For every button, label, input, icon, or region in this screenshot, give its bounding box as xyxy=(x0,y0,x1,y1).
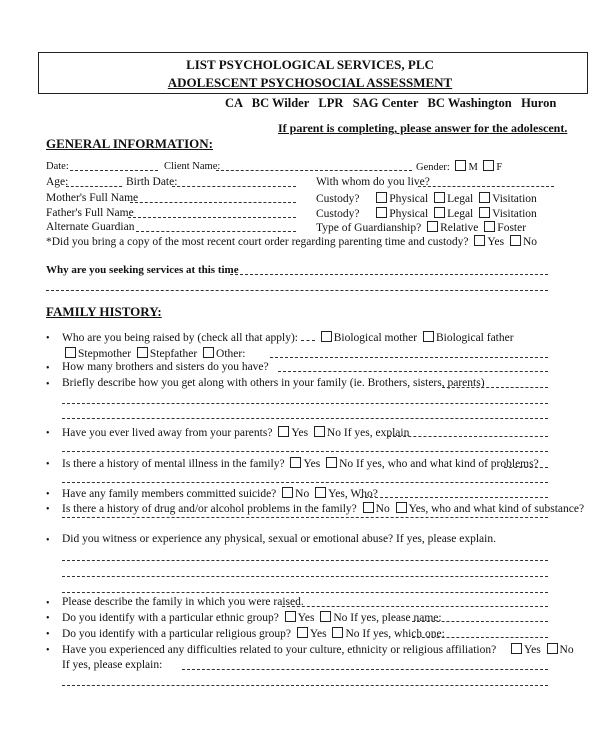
bullet: • xyxy=(46,379,50,390)
mental-field[interactable] xyxy=(504,467,548,468)
culture-no-checkbox[interactable] xyxy=(547,643,558,654)
bullet: • xyxy=(46,489,50,500)
locations: CA BC Wilder LPR SAG Center BC Washington Huron xyxy=(225,96,557,110)
drug-question: Is there a history of drug and/or alcohol problems in the family? No Yes, who and what kind of substance? xyxy=(62,503,585,515)
gender-f-checkbox[interactable] xyxy=(483,160,494,171)
describe-family-field[interactable] xyxy=(282,606,548,607)
gender-m-checkbox[interactable] xyxy=(455,160,466,171)
bullet: • xyxy=(46,613,50,624)
form-title: ADOLESCENT PSYCHOSOCIAL ASSESSMENT xyxy=(167,75,453,90)
with-whom-field[interactable] xyxy=(418,186,554,187)
mental-field-2[interactable] xyxy=(62,482,548,483)
org-name: LIST PSYCHOLOGICAL SERVICES, PLC xyxy=(186,57,434,72)
other-field[interactable] xyxy=(270,357,548,358)
religious-no-checkbox[interactable] xyxy=(332,627,343,638)
lived-away-no-checkbox[interactable] xyxy=(314,426,325,437)
suicide-field[interactable] xyxy=(360,497,548,498)
bullet: • xyxy=(46,459,50,470)
lived-away-field[interactable] xyxy=(388,436,548,437)
date-label: Date: xyxy=(46,161,69,172)
father-name-field[interactable] xyxy=(128,217,296,218)
ethnic-yes-checkbox[interactable] xyxy=(285,611,296,622)
abuse-field-3[interactable] xyxy=(62,592,548,593)
date-field[interactable] xyxy=(70,170,158,171)
bullet: • xyxy=(46,535,50,546)
lived-away-yes-checkbox[interactable] xyxy=(278,426,289,437)
with-whom-label: With whom do you live? xyxy=(316,176,430,188)
birth-date-label: Birth Date: xyxy=(126,176,178,188)
ethnic-no-checkbox[interactable] xyxy=(320,611,331,622)
culture-question: Have you experienced any difficulties related to your culture, ethnicity or religious affiliation? Yes No xyxy=(62,644,574,656)
bullet: • xyxy=(46,363,50,374)
religious-field[interactable] xyxy=(412,637,548,638)
mother-name-label: Mother's Full Name xyxy=(46,192,139,204)
client-name-field[interactable] xyxy=(216,170,412,171)
family-heading: FAMILY HISTORY: xyxy=(46,304,162,319)
court-order-yes-checkbox[interactable] xyxy=(474,235,485,246)
father-name-label: Father's Full Name xyxy=(46,207,134,219)
lived-away-question: Have you ever lived away from your parents? Yes No If yes, explain xyxy=(62,427,410,439)
client-name-label: Client Name: xyxy=(164,161,221,172)
bullet: • xyxy=(46,598,50,609)
stepfather-checkbox[interactable] xyxy=(137,347,148,358)
general-heading: GENERAL INFORMATION: xyxy=(46,136,213,151)
mental-illness-question: Is there a history of mental illness in the family? Yes No If yes, who and what kind of problems? xyxy=(62,458,539,470)
ethnic-question: Do you identify with a particular ethnic group? Yes No If yes, please name: xyxy=(62,612,442,624)
mother-visitation-checkbox[interactable] xyxy=(479,192,490,203)
bio-father-checkbox[interactable] xyxy=(423,331,434,342)
why-seeking-field-2[interactable] xyxy=(46,290,548,291)
abuse-question: Did you witness or experience any physical, sexual or emotional abuse? If yes, please explain. xyxy=(62,533,496,545)
mental-yes-checkbox[interactable] xyxy=(290,457,301,468)
culture-field-2[interactable] xyxy=(62,685,548,686)
siblings-question: How many brothers and sisters do you have? xyxy=(62,361,269,373)
mother-name-field[interactable] xyxy=(130,202,296,203)
drug-no-checkbox[interactable] xyxy=(363,502,374,513)
siblings-field[interactable] xyxy=(278,371,548,372)
raised-by-options: Stepmother Stepfather Other: xyxy=(62,347,245,361)
culture-yes-checkbox[interactable] xyxy=(511,643,522,654)
court-order-question: *Did you bring a copy of the most recent court order regarding parenting time and custody? Yes No xyxy=(46,236,538,248)
court-order-no-checkbox[interactable] xyxy=(510,235,521,246)
father-physical-checkbox[interactable] xyxy=(376,207,387,218)
raised-by-question: Who are you being raised by (check all that apply): Biological mother Biological father xyxy=(62,332,514,344)
bullet: • xyxy=(46,333,50,344)
suicide-question: Have any family members committed suicide? No Yes, Who? xyxy=(62,488,378,500)
abuse-field-1[interactable] xyxy=(62,560,548,561)
father-legal-checkbox[interactable] xyxy=(434,207,445,218)
father-custody: Custody? Physical Legal Visitation xyxy=(316,208,537,220)
culture-field[interactable] xyxy=(182,669,548,670)
drug-field[interactable] xyxy=(62,517,548,518)
suicide-yes-checkbox[interactable] xyxy=(315,487,326,498)
gender-label: Gender: M F xyxy=(416,162,503,173)
mother-legal-checkbox[interactable] xyxy=(434,192,445,203)
suicide-no-checkbox[interactable] xyxy=(282,487,293,498)
bio-mother-checkbox[interactable] xyxy=(321,331,332,342)
birth-date-field[interactable] xyxy=(172,186,296,187)
describe-field-3[interactable] xyxy=(62,418,548,419)
mother-custody: Custody? Physical Legal Visitation xyxy=(316,193,537,205)
describe-field[interactable] xyxy=(442,387,548,388)
religious-question: Do you identify with a particular religious group? Yes No If yes, which one: xyxy=(62,628,445,640)
why-seeking-field[interactable] xyxy=(230,274,548,275)
alt-guardian-field[interactable] xyxy=(136,231,296,232)
lived-away-field-2[interactable] xyxy=(62,451,548,452)
religious-yes-checkbox[interactable] xyxy=(297,627,308,638)
relative-checkbox[interactable] xyxy=(427,221,438,232)
describe-question: Briefly describe how you get along with others in your family (ie. Brothers, sisters, parents) xyxy=(62,377,485,389)
bullet: • xyxy=(46,504,50,515)
parent-note: If parent is completing, please answer for the adolescent. xyxy=(278,121,568,135)
stepmother-checkbox[interactable] xyxy=(65,347,76,358)
culture-explain-label: If yes, please explain: xyxy=(62,659,163,671)
abuse-field-2[interactable] xyxy=(62,576,548,577)
age-label: Age: xyxy=(46,176,69,188)
father-visitation-checkbox[interactable] xyxy=(479,207,490,218)
drug-yes-checkbox[interactable] xyxy=(396,502,407,513)
describe-family-question: Please describe the family in which you were raised. xyxy=(62,596,304,608)
bullet: • xyxy=(46,428,50,439)
other-checkbox[interactable] xyxy=(203,347,214,358)
mother-physical-checkbox[interactable] xyxy=(376,192,387,203)
describe-field-2[interactable] xyxy=(62,403,548,404)
ethnic-field[interactable] xyxy=(412,621,548,622)
foster-checkbox[interactable] xyxy=(484,221,495,232)
age-field[interactable] xyxy=(66,186,122,187)
guardianship-type: Type of Guardianship? Relative Foster xyxy=(316,222,527,234)
mental-no-checkbox[interactable] xyxy=(326,457,337,468)
alt-guardian-label: Alternate Guardian xyxy=(46,221,135,233)
bullet: • xyxy=(46,629,50,640)
bullet: • xyxy=(46,645,50,656)
why-seeking-label: Why are you seeking services at this time xyxy=(46,264,239,276)
